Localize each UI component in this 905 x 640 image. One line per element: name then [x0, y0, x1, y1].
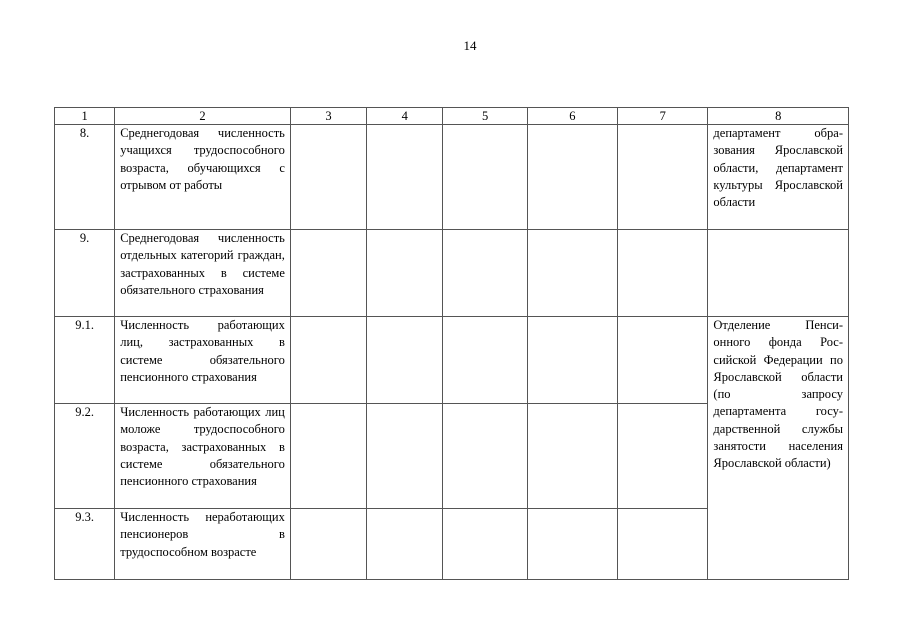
empty-cell	[367, 317, 443, 404]
empty-cell	[290, 125, 366, 230]
indicator-name: Среднегодовая численность учащихся трудоспособного возраста, обучающихся с отрывом от работы	[115, 125, 291, 230]
header-col-8: 8	[708, 108, 849, 125]
header-col-4: 4	[367, 108, 443, 125]
row-number: 9.2.	[55, 404, 115, 509]
indicator-name: Численность работающих лиц, застрахованных в системе обязательного пенсионного страхования	[115, 317, 291, 404]
empty-cell	[367, 230, 443, 317]
data-source	[708, 230, 849, 317]
header-col-6: 6	[527, 108, 617, 125]
header-col-3: 3	[290, 108, 366, 125]
empty-cell	[367, 404, 443, 509]
header-col-7: 7	[618, 108, 708, 125]
empty-cell	[527, 509, 617, 580]
empty-cell	[618, 125, 708, 230]
statistics-table	[54, 107, 849, 580]
empty-cell	[290, 404, 366, 509]
data-source: Отделение Пенсионного фонда Российской Федерации по Ярославской области (по запросу департамента государственной службы занятости населения Ярославской области)	[708, 317, 849, 580]
indicator-name: Численность работающих лиц моложе трудоспособного возраста, застрахованных в системе обязательного пенсионного страхования	[115, 404, 291, 509]
header-col-5: 5	[443, 108, 527, 125]
empty-cell	[618, 404, 708, 509]
empty-cell	[367, 125, 443, 230]
empty-cell	[443, 509, 527, 580]
empty-cell	[443, 317, 527, 404]
empty-cell	[443, 404, 527, 509]
empty-cell	[290, 509, 366, 580]
empty-cell	[618, 230, 708, 317]
empty-cell	[527, 125, 617, 230]
row-number: 8.	[55, 125, 115, 230]
empty-cell	[527, 317, 617, 404]
page-number: 14	[463, 38, 477, 53]
row-number: 9.	[55, 230, 115, 317]
empty-cell	[290, 317, 366, 404]
indicator-name: Численность неработающих пенсионеров в трудоспособном возрасте	[115, 509, 291, 580]
table-row	[55, 125, 849, 230]
data-source: департамент образования Ярославской области, департамент культуры Ярославской области	[708, 125, 849, 230]
indicator-name: Среднегодовая численность отдельных категорий граждан, застрахованных в системе обязательного страхования	[115, 230, 291, 317]
empty-cell	[443, 125, 527, 230]
row-number: 9.1.	[55, 317, 115, 404]
row-number: 9.3.	[55, 509, 115, 580]
empty-cell	[367, 509, 443, 580]
empty-cell	[527, 404, 617, 509]
empty-cell	[527, 230, 617, 317]
header-row	[55, 108, 849, 125]
table-row	[55, 317, 849, 404]
table-row	[55, 230, 849, 317]
header-col-2: 2	[115, 108, 291, 125]
empty-cell	[290, 230, 366, 317]
empty-cell	[443, 230, 527, 317]
empty-cell	[618, 317, 708, 404]
header-col-1: 1	[55, 108, 115, 125]
empty-cell	[618, 509, 708, 580]
